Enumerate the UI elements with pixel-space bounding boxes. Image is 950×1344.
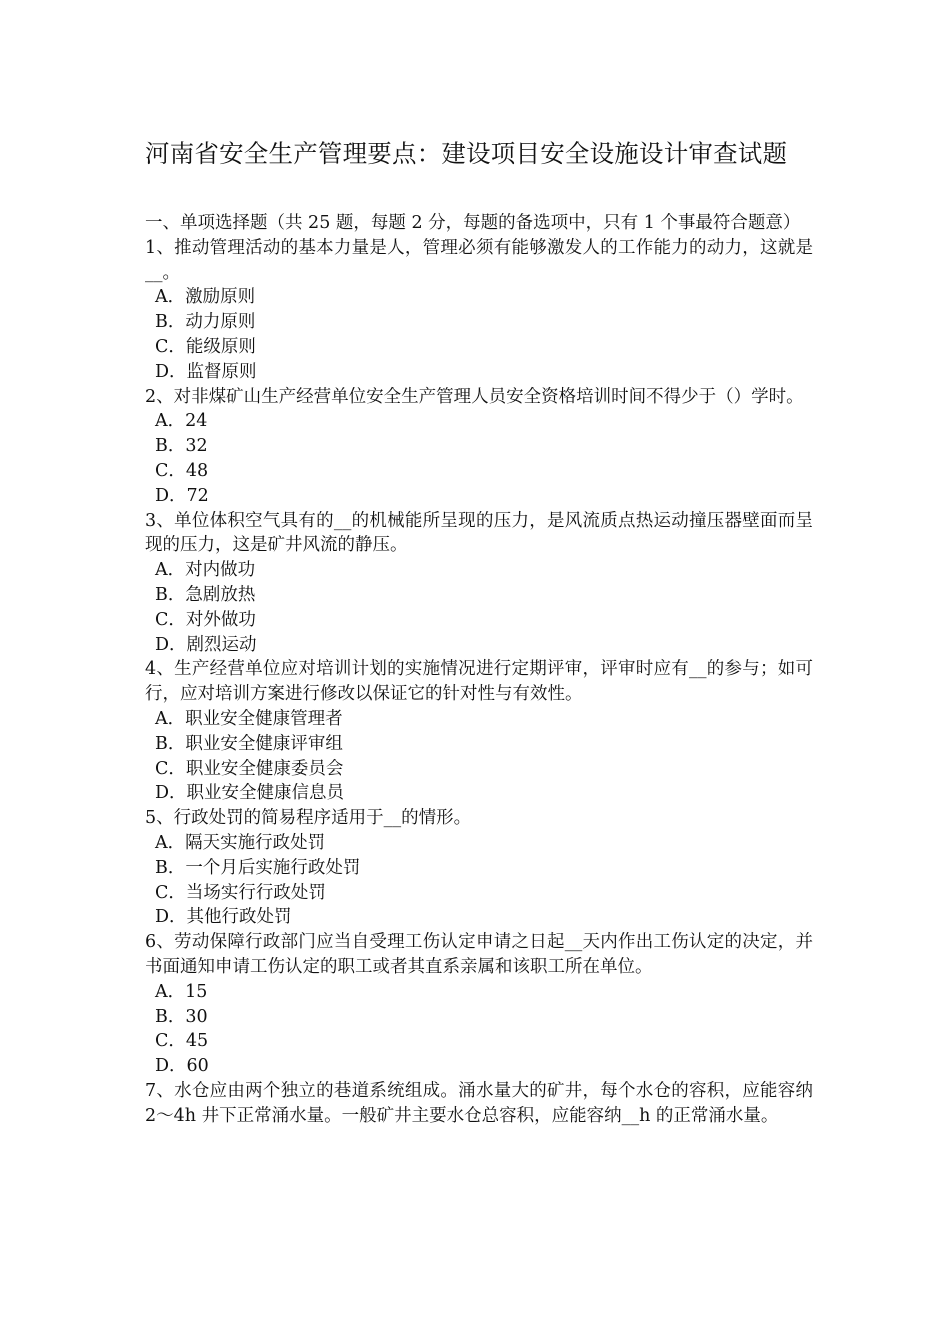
option-c: C．能级原则 bbox=[155, 336, 256, 357]
option-a: A．隔天实施行政处罚 bbox=[155, 832, 326, 853]
option-c: C．对外做功 bbox=[155, 609, 256, 630]
option-d: D．72 bbox=[155, 485, 209, 506]
section-header: 一、单项选择题（共 25 题，每题 2 分，每题的备选项中，只有 1 个事最符合题意） bbox=[145, 213, 801, 233]
question-stem: 6、劳动保障行政部门应当自受理工伤认定申请之日起__天内作出工伤认定的决定，并书面通知申请工伤认定的职工或者其直系亲属和该职工所在单位。 bbox=[145, 932, 813, 977]
question-4 bbox=[145, 657, 813, 806]
option-b: B．急剧放热 bbox=[155, 584, 256, 605]
question-2 bbox=[145, 385, 813, 509]
option-c: C．45 bbox=[155, 1031, 209, 1052]
option-c: C．当场实行行政处罚 bbox=[155, 882, 326, 903]
option-d: D．剧烈运动 bbox=[155, 634, 257, 655]
document-body bbox=[145, 211, 813, 1128]
option-b: B．30 bbox=[155, 1006, 208, 1027]
question-5 bbox=[145, 806, 813, 930]
question-stem: 5、行政处罚的简易程序适用于__的情形。 bbox=[145, 808, 472, 829]
option-d: D．60 bbox=[155, 1056, 209, 1077]
option-a: A．15 bbox=[155, 981, 208, 1002]
option-a: A．职业安全健康管理者 bbox=[155, 708, 343, 729]
question-stem: 2、对非煤矿山生产经营单位安全生产管理人员安全资格培训时间不得少于（）学时。 bbox=[145, 386, 804, 407]
option-d: D．监督原则 bbox=[155, 361, 257, 382]
question-3 bbox=[145, 509, 813, 658]
option-b: B．32 bbox=[155, 436, 208, 457]
option-d: D．其他行政处罚 bbox=[155, 907, 292, 928]
question-stem: 7、水仓应由两个独立的巷道系统组成。涌水量大的矿井，每个水仓的容积，应能容纳 2～4h 井下正常涌水量。一般矿井主要水仓总容积，应能容纳__h 的正常涌水量。 bbox=[145, 1080, 813, 1126]
option-a: A．激励原则 bbox=[155, 287, 256, 308]
question-stem: 3、单位体积空气具有的__的机械能所呈现的压力，是风流质点热运动撞压器壁面而呈现的压力，这是矿井风流的静压。 bbox=[145, 510, 813, 556]
option-a: A．对内做功 bbox=[155, 560, 256, 581]
question-stem: 4、生产经营单位应对培训计划的实施情况进行定期评审，评审时应有__的参与；如可行，应对培训方案进行修改以保证它的针对性与有效性。 bbox=[145, 659, 813, 705]
option-b: B．一个月后实施行政处罚 bbox=[155, 857, 361, 878]
question-6 bbox=[145, 930, 813, 1079]
option-a: A．24 bbox=[155, 411, 208, 432]
option-c: C．48 bbox=[155, 460, 209, 481]
question-7 bbox=[145, 1079, 813, 1129]
document-title: 河南省安全生产管理要点：建设项目安全设施设计审查试题 bbox=[145, 139, 788, 168]
option-c: C．职业安全健康委员会 bbox=[155, 758, 344, 779]
question-1 bbox=[145, 236, 813, 385]
option-b: B．动力原则 bbox=[155, 312, 256, 333]
option-b: B．职业安全健康评审组 bbox=[155, 733, 343, 754]
question-stem: 1、推动管理活动的基本力量是人，管理必须有能够激发人的工作能力的动力，这就是__。 bbox=[145, 237, 813, 283]
option-d: D．职业安全健康信息员 bbox=[155, 783, 345, 804]
